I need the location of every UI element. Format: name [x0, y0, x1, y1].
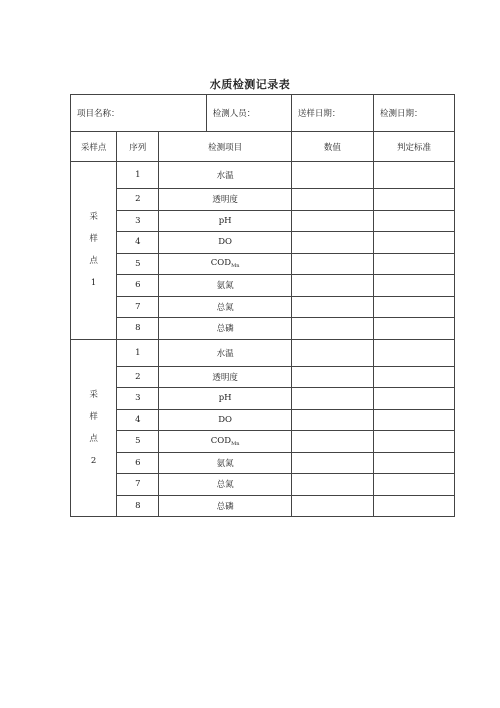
item-cell: [159, 409, 292, 431]
item-cell: [159, 296, 292, 318]
seq-cell: 7: [117, 474, 159, 496]
seq-cell: 6: [117, 275, 159, 297]
table-row: [71, 275, 455, 297]
item-name: 总磷: [216, 501, 234, 512]
item-cell: [159, 495, 292, 517]
seq-cell: 8: [117, 318, 159, 340]
item-name: 水温: [216, 348, 234, 359]
standard-cell[interactable]: [373, 339, 454, 366]
header-seq: 序列: [117, 132, 159, 162]
value-cell[interactable]: [291, 162, 373, 189]
item-name: pH: [218, 393, 232, 404]
item-name: 总磷: [216, 324, 234, 335]
standard-cell[interactable]: [373, 495, 454, 517]
seq-cell: 2: [117, 189, 159, 211]
seq-cell: 3: [117, 388, 159, 410]
header-point: 采样点: [71, 132, 117, 162]
sampling-point-char: 采: [89, 212, 98, 223]
table-row: [71, 318, 455, 340]
standard-cell[interactable]: [373, 162, 454, 189]
item-cell: [159, 474, 292, 496]
item-name: 水温: [216, 171, 234, 181]
value-cell[interactable]: [291, 318, 373, 340]
seq-cell: 8: [117, 495, 159, 517]
table-row: [71, 339, 455, 366]
table-row: [71, 253, 455, 275]
table-row: [71, 162, 455, 189]
value-cell[interactable]: [291, 409, 373, 431]
table-row: [71, 431, 455, 453]
value-cell[interactable]: [291, 495, 373, 517]
table-row: [71, 388, 455, 410]
item-cell: [159, 318, 292, 340]
standard-cell[interactable]: [373, 366, 454, 388]
page-title: 水质检测记录表: [209, 78, 291, 91]
value-cell[interactable]: [291, 189, 373, 211]
record-table: [70, 94, 455, 517]
item-cell: [159, 275, 292, 297]
item-name: 透明度: [212, 372, 238, 383]
header-value: 数值: [291, 132, 373, 162]
standard-cell[interactable]: [373, 296, 454, 318]
seq-cell: 4: [117, 232, 159, 254]
item-cell: [159, 431, 292, 453]
value-cell[interactable]: [291, 431, 373, 453]
seq-cell: 2: [117, 366, 159, 388]
item-name: 透明度: [212, 195, 238, 206]
sampling-point-char: 2: [90, 455, 97, 466]
standard-cell[interactable]: [373, 388, 454, 410]
value-cell[interactable]: [291, 210, 373, 232]
info-row: [71, 95, 455, 132]
item-name: pH: [218, 215, 232, 226]
standard-cell[interactable]: [373, 275, 454, 297]
value-cell[interactable]: [291, 339, 373, 366]
standard-cell[interactable]: [373, 409, 454, 431]
value-cell[interactable]: [291, 474, 373, 496]
standard-cell[interactable]: [373, 189, 454, 211]
table-row: [71, 189, 455, 211]
seq-cell: 5: [117, 431, 159, 453]
item-name: 氨氮: [216, 281, 234, 292]
item-cell: [159, 210, 292, 232]
item-subscript: Mn: [231, 440, 240, 447]
test-date-label: 检测日期：: [379, 109, 423, 119]
table-row: [71, 452, 455, 474]
header-standard: 判定标准: [373, 132, 454, 162]
seq-cell: 6: [117, 452, 159, 474]
value-cell[interactable]: [291, 388, 373, 410]
sampling-date-field[interactable]: [291, 95, 373, 132]
table-row: [71, 210, 455, 232]
item-name: 氨氮: [216, 458, 234, 469]
inspector-field[interactable]: [206, 95, 291, 132]
sampling-point-char: 点: [89, 433, 98, 444]
item-name: 总氮: [216, 302, 234, 313]
item-cell: [159, 189, 292, 211]
sampling-point-char: 采: [89, 389, 98, 400]
sampling-point-char: 1: [90, 278, 97, 289]
header-item: 检测项目: [159, 132, 292, 162]
seq-cell: 1: [117, 162, 159, 189]
standard-cell[interactable]: [373, 210, 454, 232]
value-cell[interactable]: [291, 452, 373, 474]
item-subscript: Mn: [231, 263, 240, 270]
sampling-date-label: 送样日期：: [297, 109, 341, 119]
value-cell[interactable]: [291, 232, 373, 254]
seq-cell: 5: [117, 253, 159, 275]
sampling-point-char: 样: [89, 234, 98, 245]
standard-cell[interactable]: [373, 318, 454, 340]
table-row: [71, 409, 455, 431]
header-row: [71, 132, 455, 162]
table-row: [71, 296, 455, 318]
item-cell: [159, 366, 292, 388]
item-cell: [159, 452, 292, 474]
seq-cell: 3: [117, 210, 159, 232]
standard-cell[interactable]: [373, 474, 454, 496]
item-name: DO: [218, 414, 233, 425]
item-cell: [159, 388, 292, 410]
standard-cell[interactable]: [373, 452, 454, 474]
table-body: [71, 95, 455, 517]
project-name-field[interactable]: [71, 95, 207, 132]
value-cell[interactable]: [291, 275, 373, 297]
table-row: [71, 232, 455, 254]
project-name-label: 项目名称：: [77, 109, 120, 119]
sampling-point-cell: [71, 339, 117, 517]
table-row: [71, 474, 455, 496]
seq-cell: 1: [117, 339, 159, 366]
inspector-label: 检测人员：: [212, 109, 256, 119]
value-cell[interactable]: [291, 253, 373, 275]
seq-cell: 4: [117, 409, 159, 431]
standard-cell[interactable]: [373, 232, 454, 254]
item-name: 总氮: [216, 480, 234, 491]
sampling-point-cell: [71, 162, 117, 340]
item-name: COD: [210, 435, 232, 446]
value-cell[interactable]: [291, 366, 373, 388]
seq-cell: 7: [117, 296, 159, 318]
sampling-point-char: 点: [89, 256, 98, 267]
sampling-point-char: 样: [89, 411, 98, 422]
table-row: [71, 366, 455, 388]
item-cell: [159, 339, 292, 366]
item-cell: [159, 162, 292, 189]
test-date-field[interactable]: [373, 95, 454, 132]
value-cell[interactable]: [291, 296, 373, 318]
standard-cell[interactable]: [373, 431, 454, 453]
item-name: COD: [210, 258, 232, 269]
table-row: [71, 495, 455, 517]
item-cell: [159, 232, 292, 254]
item-cell: [159, 253, 292, 275]
standard-cell[interactable]: [373, 253, 454, 275]
item-name: DO: [218, 237, 233, 248]
